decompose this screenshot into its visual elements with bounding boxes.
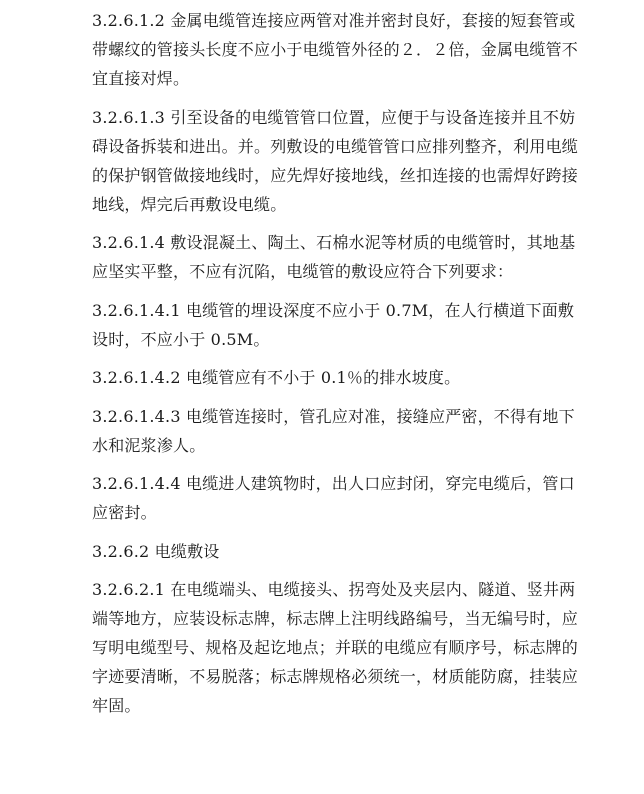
paragraph-3-2-6-1-4-4: 3.2.6.1.4.4 电缆进人建筑物时，出人口应封闭，穿完电缆后，管口应密封。 — [92, 474, 575, 522]
paragraph-3-2-6-2-1: 3.2.6.2.1 在电缆端头、电缆接头、拐弯处及夹层内、隧道、竖井两端等地方，应装设标志牌，标志牌上注明线路编号，当无编号时，应写明电缆型号、规格及起讫地点；并联的电缆应有顺序号，标志牌的字迹要清晰，不易脱落；标志牌规格必须统一，材质能防腐，挂装应牢固。 — [92, 580, 579, 715]
document-body — [92, 6, 582, 730]
paragraph-3-2-6-1-4: 3.2.6.1.4 敷设混凝土、陶土、石棉水泥等材质的电缆管时，其地基应坚实平整，不应有沉陷，电缆管的敷设应符合下列要求： — [92, 233, 576, 281]
section-heading-3-2-6-2: 3.2.6.2 电缆敷设 — [92, 541, 220, 561]
paragraph-3-2-6-1-4-1: 3.2.6.1.4.1 电缆管的埋设深度不应小于 0.7M，在人行横道下面敷设时，不应小于 0.5M。 — [92, 300, 575, 349]
paragraph-3-2-6-1-4-3: 3.2.6.1.4.3 电缆管连接时，管孔应对准，接缝应严密，不得有地下水和泥浆渗人。 — [92, 406, 575, 455]
paragraph-3-2-6-1-4-2: 3.2.6.1.4.2 电缆管应有不小于 0.1％的排水坡度。 — [92, 368, 461, 387]
paragraph-3-2-6-1-2: 3.2.6.1.2 金属电缆管连接应两管对准并密封良好，套接的短套管或带螺纹的管接头长度不应小于电缆管外径的２．２倍，金属电缆管不宜直接对焊。 — [92, 11, 579, 88]
paragraph-3-2-6-1-3: 3.2.6.1.3 引至设备的电缆管管口位置，应便于与设备连接并且不妨碍设备拆装和进出。并。列敷设的电缆管管口应排列整齐，利用电缆的保护钢管做接地线时，应先焊好接地线，丝扣连接的也需焊好跨接地线，焊完后再敷设电缆。 — [92, 107, 579, 214]
